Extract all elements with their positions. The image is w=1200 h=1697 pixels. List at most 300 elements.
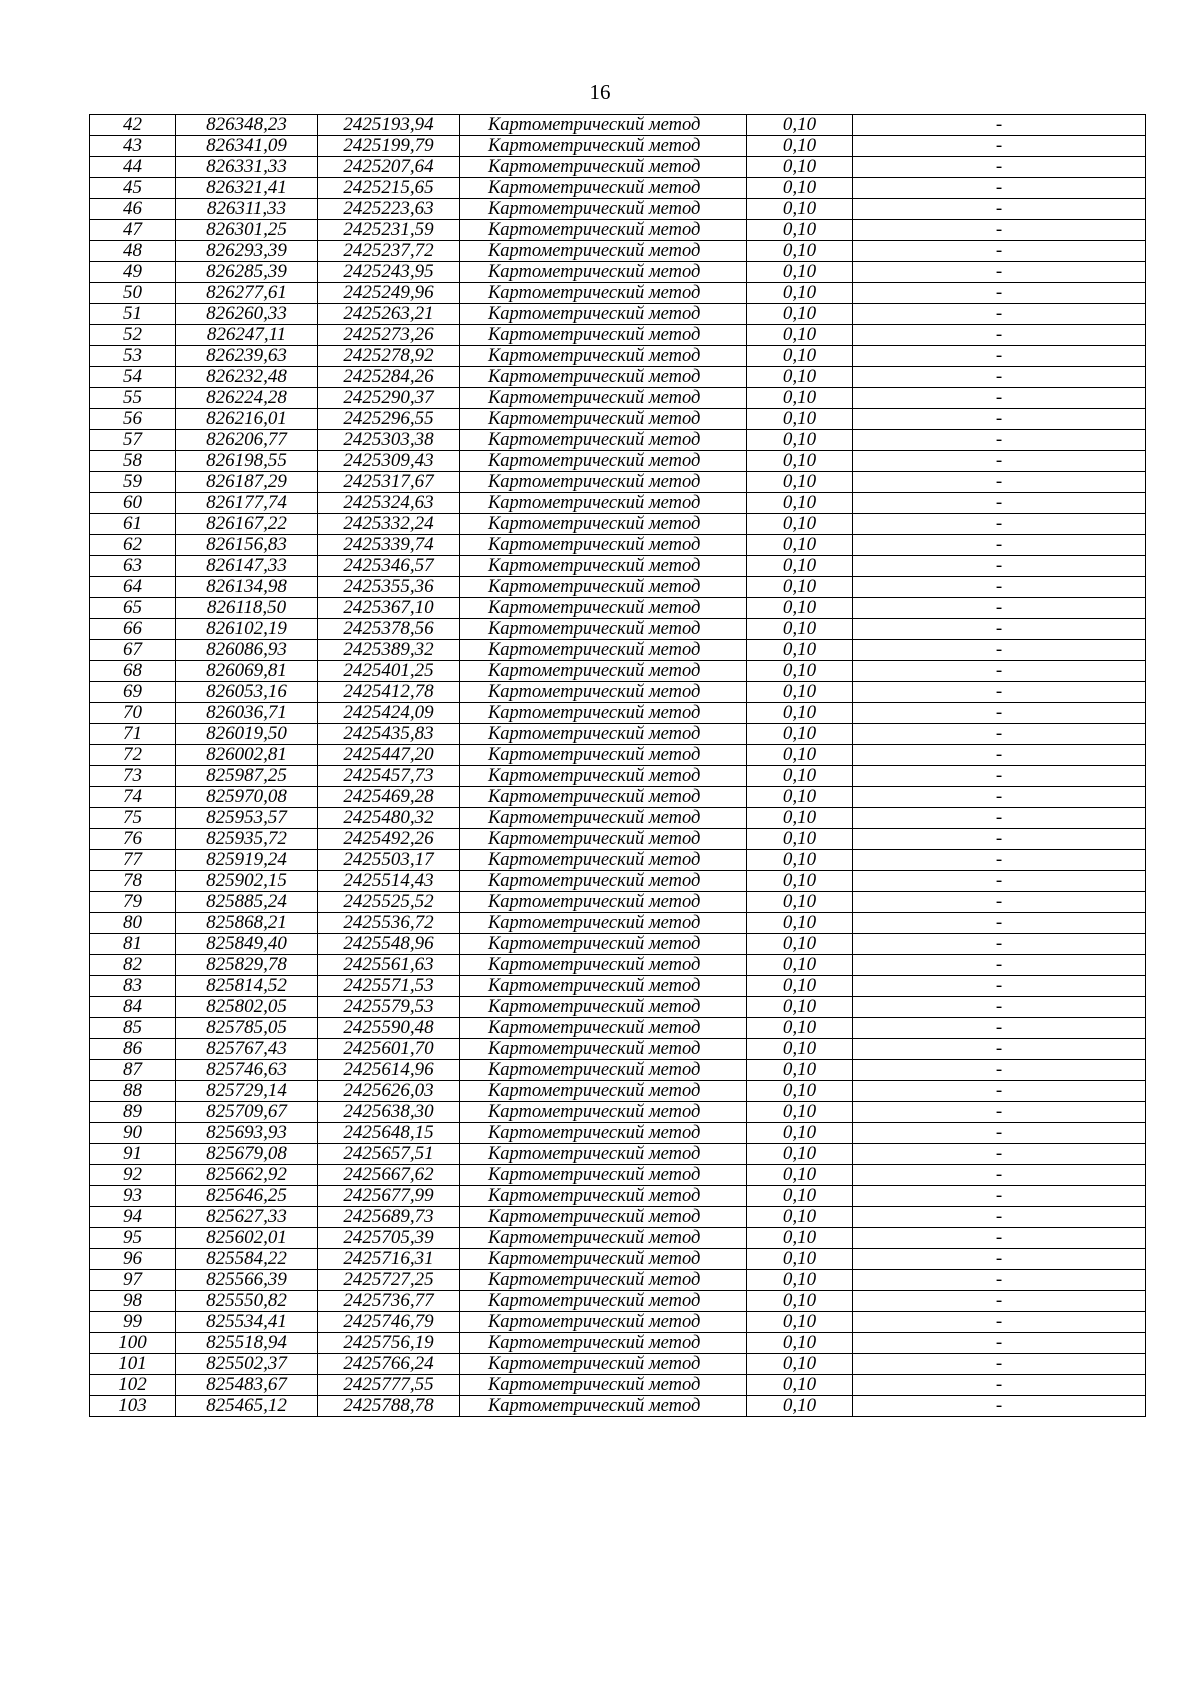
table-row	[90, 493, 1146, 514]
point-number-cell: 61	[90, 514, 176, 535]
table-row	[90, 829, 1146, 850]
y-coordinate-cell: 2425424,09	[318, 703, 460, 724]
method-cell: Картометрический метод	[460, 724, 747, 745]
point-number-cell: 70	[90, 703, 176, 724]
x-coordinate-cell: 825679,08	[176, 1144, 318, 1165]
method-cell: Картометрический метод	[460, 514, 747, 535]
accuracy-cell: 0,10	[747, 535, 853, 556]
x-coordinate-cell: 826069,81	[176, 661, 318, 682]
y-coordinate-cell: 2425514,43	[318, 871, 460, 892]
table-row	[90, 1354, 1146, 1375]
x-coordinate-cell: 826321,41	[176, 178, 318, 199]
point-number-cell: 85	[90, 1018, 176, 1039]
y-coordinate-cell: 2425777,55	[318, 1375, 460, 1396]
accuracy-cell: 0,10	[747, 1060, 853, 1081]
y-coordinate-cell: 2425525,52	[318, 892, 460, 913]
x-coordinate-cell: 825602,01	[176, 1228, 318, 1249]
point-number-cell: 63	[90, 556, 176, 577]
method-cell: Картометрический метод	[460, 556, 747, 577]
method-cell: Картометрический метод	[460, 682, 747, 703]
method-cell: Картометрический метод	[460, 787, 747, 808]
table-row	[90, 1270, 1146, 1291]
accuracy-cell: 0,10	[747, 1249, 853, 1270]
y-coordinate-cell: 2425689,73	[318, 1207, 460, 1228]
y-coordinate-cell: 2425469,28	[318, 787, 460, 808]
point-number-cell: 102	[90, 1375, 176, 1396]
point-number-cell: 69	[90, 682, 176, 703]
accuracy-cell: 0,10	[747, 871, 853, 892]
y-coordinate-cell: 2425231,59	[318, 220, 460, 241]
point-number-cell: 79	[90, 892, 176, 913]
point-number-cell: 77	[90, 850, 176, 871]
x-coordinate-cell: 826156,83	[176, 535, 318, 556]
accuracy-cell: 0,10	[747, 493, 853, 514]
table-row	[90, 367, 1146, 388]
y-coordinate-cell: 2425324,63	[318, 493, 460, 514]
accuracy-cell: 0,10	[747, 136, 853, 157]
method-cell: Картометрический метод	[460, 577, 747, 598]
y-coordinate-cell: 2425401,25	[318, 661, 460, 682]
method-cell: Картометрический метод	[460, 661, 747, 682]
x-coordinate-cell: 826177,74	[176, 493, 318, 514]
method-cell: Картометрический метод	[460, 493, 747, 514]
accuracy-cell: 0,10	[747, 220, 853, 241]
accuracy-cell: 0,10	[747, 703, 853, 724]
y-coordinate-cell: 2425536,72	[318, 913, 460, 934]
x-coordinate-cell: 825829,78	[176, 955, 318, 976]
method-cell: Картометрический метод	[460, 892, 747, 913]
table-row	[90, 1291, 1146, 1312]
table-row	[90, 157, 1146, 178]
accuracy-cell: 0,10	[747, 850, 853, 871]
table-row	[90, 1102, 1146, 1123]
x-coordinate-cell: 826053,16	[176, 682, 318, 703]
method-cell: Картометрический метод	[460, 1333, 747, 1354]
y-coordinate-cell: 2425284,26	[318, 367, 460, 388]
x-coordinate-cell: 825518,94	[176, 1333, 318, 1354]
accuracy-cell: 0,10	[747, 157, 853, 178]
note-cell: -	[853, 871, 1146, 892]
point-number-cell: 101	[90, 1354, 176, 1375]
y-coordinate-cell: 2425480,32	[318, 808, 460, 829]
method-cell: Картометрический метод	[460, 472, 747, 493]
accuracy-cell: 0,10	[747, 115, 853, 136]
method-cell: Картометрический метод	[460, 136, 747, 157]
accuracy-cell: 0,10	[747, 409, 853, 430]
note-cell: -	[853, 451, 1146, 472]
y-coordinate-cell: 2425788,78	[318, 1396, 460, 1417]
note-cell: -	[853, 766, 1146, 787]
accuracy-cell: 0,10	[747, 178, 853, 199]
method-cell: Картометрический метод	[460, 388, 747, 409]
point-number-cell: 42	[90, 115, 176, 136]
table-row	[90, 682, 1146, 703]
y-coordinate-cell: 2425290,37	[318, 388, 460, 409]
note-cell: -	[853, 514, 1146, 535]
y-coordinate-cell: 2425590,48	[318, 1018, 460, 1039]
table-row	[90, 1312, 1146, 1333]
y-coordinate-cell: 2425296,55	[318, 409, 460, 430]
table-row	[90, 1060, 1146, 1081]
x-coordinate-cell: 825693,93	[176, 1123, 318, 1144]
table-row	[90, 451, 1146, 472]
point-number-cell: 46	[90, 199, 176, 220]
y-coordinate-cell: 2425193,94	[318, 115, 460, 136]
point-number-cell: 66	[90, 619, 176, 640]
note-cell: -	[853, 1207, 1146, 1228]
note-cell: -	[853, 976, 1146, 997]
point-number-cell: 93	[90, 1186, 176, 1207]
y-coordinate-cell: 2425223,63	[318, 199, 460, 220]
x-coordinate-cell: 825550,82	[176, 1291, 318, 1312]
point-number-cell: 59	[90, 472, 176, 493]
method-cell: Картометрический метод	[460, 304, 747, 325]
method-cell: Картометрический метод	[460, 871, 747, 892]
point-number-cell: 92	[90, 1165, 176, 1186]
method-cell: Картометрический метод	[460, 409, 747, 430]
x-coordinate-cell: 825919,24	[176, 850, 318, 871]
table-row	[90, 1186, 1146, 1207]
table-row	[90, 388, 1146, 409]
point-number-cell: 81	[90, 934, 176, 955]
point-number-cell: 76	[90, 829, 176, 850]
point-number-cell: 82	[90, 955, 176, 976]
y-coordinate-cell: 2425614,96	[318, 1060, 460, 1081]
accuracy-cell: 0,10	[747, 1207, 853, 1228]
point-number-cell: 57	[90, 430, 176, 451]
point-number-cell: 54	[90, 367, 176, 388]
y-coordinate-cell: 2425766,24	[318, 1354, 460, 1375]
method-cell: Картометрический метод	[460, 430, 747, 451]
x-coordinate-cell: 825483,67	[176, 1375, 318, 1396]
point-number-cell: 45	[90, 178, 176, 199]
point-number-cell: 80	[90, 913, 176, 934]
accuracy-cell: 0,10	[747, 724, 853, 745]
note-cell: -	[853, 787, 1146, 808]
note-cell: -	[853, 745, 1146, 766]
accuracy-cell: 0,10	[747, 199, 853, 220]
method-cell: Картометрический метод	[460, 1165, 747, 1186]
accuracy-cell: 0,10	[747, 955, 853, 976]
y-coordinate-cell: 2425309,43	[318, 451, 460, 472]
table-row	[90, 472, 1146, 493]
accuracy-cell: 0,10	[747, 1291, 853, 1312]
method-cell: Картометрический метод	[460, 766, 747, 787]
point-number-cell: 95	[90, 1228, 176, 1249]
x-coordinate-cell: 826019,50	[176, 724, 318, 745]
x-coordinate-cell: 825987,25	[176, 766, 318, 787]
method-cell: Картометрический метод	[460, 157, 747, 178]
accuracy-cell: 0,10	[747, 1354, 853, 1375]
y-coordinate-cell: 2425601,70	[318, 1039, 460, 1060]
x-coordinate-cell: 825953,57	[176, 808, 318, 829]
note-cell: -	[853, 493, 1146, 514]
x-coordinate-cell: 826239,63	[176, 346, 318, 367]
method-cell: Картометрический метод	[460, 1018, 747, 1039]
x-coordinate-cell: 825849,40	[176, 934, 318, 955]
accuracy-cell: 0,10	[747, 241, 853, 262]
method-cell: Картометрический метод	[460, 1270, 747, 1291]
y-coordinate-cell: 2425389,32	[318, 640, 460, 661]
point-number-cell: 56	[90, 409, 176, 430]
y-coordinate-cell: 2425705,39	[318, 1228, 460, 1249]
point-number-cell: 83	[90, 976, 176, 997]
point-number-cell: 96	[90, 1249, 176, 1270]
y-coordinate-cell: 2425278,92	[318, 346, 460, 367]
accuracy-cell: 0,10	[747, 661, 853, 682]
point-number-cell: 62	[90, 535, 176, 556]
x-coordinate-cell: 825465,12	[176, 1396, 318, 1417]
y-coordinate-cell: 2425447,20	[318, 745, 460, 766]
x-coordinate-cell: 826206,77	[176, 430, 318, 451]
note-cell: -	[853, 430, 1146, 451]
point-number-cell: 94	[90, 1207, 176, 1228]
note-cell: -	[853, 241, 1146, 262]
method-cell: Картометрический метод	[460, 1207, 747, 1228]
table-row	[90, 1165, 1146, 1186]
note-cell: -	[853, 577, 1146, 598]
point-number-cell: 84	[90, 997, 176, 1018]
x-coordinate-cell: 826167,22	[176, 514, 318, 535]
note-cell: -	[853, 115, 1146, 136]
note-cell: -	[853, 346, 1146, 367]
accuracy-cell: 0,10	[747, 430, 853, 451]
method-cell: Картометрический метод	[460, 115, 747, 136]
x-coordinate-cell: 826224,28	[176, 388, 318, 409]
accuracy-cell: 0,10	[747, 472, 853, 493]
method-cell: Картометрический метод	[460, 598, 747, 619]
accuracy-cell: 0,10	[747, 325, 853, 346]
accuracy-cell: 0,10	[747, 913, 853, 934]
y-coordinate-cell: 2425579,53	[318, 997, 460, 1018]
table-row	[90, 556, 1146, 577]
y-coordinate-cell: 2425626,03	[318, 1081, 460, 1102]
x-coordinate-cell: 826187,29	[176, 472, 318, 493]
point-number-cell: 86	[90, 1039, 176, 1060]
accuracy-cell: 0,10	[747, 976, 853, 997]
point-number-cell: 65	[90, 598, 176, 619]
x-coordinate-cell: 825584,22	[176, 1249, 318, 1270]
table-row	[90, 787, 1146, 808]
table-row	[90, 283, 1146, 304]
method-cell: Картометрический метод	[460, 1144, 747, 1165]
coordinates-table	[89, 114, 1146, 1417]
y-coordinate-cell: 2425561,63	[318, 955, 460, 976]
accuracy-cell: 0,10	[747, 1270, 853, 1291]
table-row	[90, 409, 1146, 430]
point-number-cell: 52	[90, 325, 176, 346]
table-row	[90, 325, 1146, 346]
y-coordinate-cell: 2425199,79	[318, 136, 460, 157]
point-number-cell: 88	[90, 1081, 176, 1102]
note-cell: -	[853, 1333, 1146, 1354]
x-coordinate-cell: 826134,98	[176, 577, 318, 598]
note-cell: -	[853, 829, 1146, 850]
table-row	[90, 892, 1146, 913]
method-cell: Картометрический метод	[460, 1354, 747, 1375]
point-number-cell: 78	[90, 871, 176, 892]
accuracy-cell: 0,10	[747, 829, 853, 850]
method-cell: Картометрический метод	[460, 367, 747, 388]
method-cell: Картометрический метод	[460, 703, 747, 724]
note-cell: -	[853, 1123, 1146, 1144]
method-cell: Картометрический метод	[460, 934, 747, 955]
x-coordinate-cell: 826198,55	[176, 451, 318, 472]
accuracy-cell: 0,10	[747, 451, 853, 472]
y-coordinate-cell: 2425677,99	[318, 1186, 460, 1207]
accuracy-cell: 0,10	[747, 262, 853, 283]
y-coordinate-cell: 2425756,19	[318, 1333, 460, 1354]
y-coordinate-cell: 2425412,78	[318, 682, 460, 703]
note-cell: -	[853, 409, 1146, 430]
table-row	[90, 1144, 1146, 1165]
table-row	[90, 1207, 1146, 1228]
note-cell: -	[853, 1375, 1146, 1396]
note-cell: -	[853, 1144, 1146, 1165]
accuracy-cell: 0,10	[747, 1333, 853, 1354]
coordinates-table-body	[90, 115, 1146, 1417]
table-row	[90, 178, 1146, 199]
note-cell: -	[853, 1396, 1146, 1417]
table-row	[90, 871, 1146, 892]
table-row	[90, 199, 1146, 220]
x-coordinate-cell: 825502,37	[176, 1354, 318, 1375]
y-coordinate-cell: 2425215,65	[318, 178, 460, 199]
method-cell: Картометрический метод	[460, 640, 747, 661]
table-row	[90, 262, 1146, 283]
point-number-cell: 71	[90, 724, 176, 745]
table-row	[90, 1333, 1146, 1354]
table-row	[90, 850, 1146, 871]
note-cell: -	[853, 1228, 1146, 1249]
y-coordinate-cell: 2425355,36	[318, 577, 460, 598]
accuracy-cell: 0,10	[747, 745, 853, 766]
note-cell: -	[853, 640, 1146, 661]
method-cell: Картометрический метод	[460, 178, 747, 199]
note-cell: -	[853, 703, 1146, 724]
method-cell: Картометрический метод	[460, 997, 747, 1018]
note-cell: -	[853, 472, 1146, 493]
accuracy-cell: 0,10	[747, 766, 853, 787]
table-row	[90, 724, 1146, 745]
method-cell: Картометрический метод	[460, 1312, 747, 1333]
y-coordinate-cell: 2425727,25	[318, 1270, 460, 1291]
y-coordinate-cell: 2425339,74	[318, 535, 460, 556]
point-number-cell: 99	[90, 1312, 176, 1333]
point-number-cell: 67	[90, 640, 176, 661]
accuracy-cell: 0,10	[747, 1123, 853, 1144]
y-coordinate-cell: 2425346,57	[318, 556, 460, 577]
note-cell: -	[853, 220, 1146, 241]
x-coordinate-cell: 825802,05	[176, 997, 318, 1018]
accuracy-cell: 0,10	[747, 598, 853, 619]
y-coordinate-cell: 2425736,77	[318, 1291, 460, 1312]
table-row	[90, 1249, 1146, 1270]
y-coordinate-cell: 2425492,26	[318, 829, 460, 850]
x-coordinate-cell: 826348,23	[176, 115, 318, 136]
point-number-cell: 43	[90, 136, 176, 157]
accuracy-cell: 0,10	[747, 388, 853, 409]
accuracy-cell: 0,10	[747, 514, 853, 535]
method-cell: Картометрический метод	[460, 913, 747, 934]
note-cell: -	[853, 850, 1146, 871]
table-row	[90, 934, 1146, 955]
note-cell: -	[853, 619, 1146, 640]
x-coordinate-cell: 825709,67	[176, 1102, 318, 1123]
accuracy-cell: 0,10	[747, 556, 853, 577]
table-row	[90, 1375, 1146, 1396]
method-cell: Картометрический метод	[460, 1186, 747, 1207]
method-cell: Картометрический метод	[460, 1375, 747, 1396]
accuracy-cell: 0,10	[747, 997, 853, 1018]
method-cell: Картометрический метод	[460, 1081, 747, 1102]
point-number-cell: 58	[90, 451, 176, 472]
note-cell: -	[853, 997, 1146, 1018]
accuracy-cell: 0,10	[747, 577, 853, 598]
table-row	[90, 220, 1146, 241]
x-coordinate-cell: 826118,50	[176, 598, 318, 619]
note-cell: -	[853, 556, 1146, 577]
note-cell: -	[853, 136, 1146, 157]
table-row	[90, 997, 1146, 1018]
y-coordinate-cell: 2425249,96	[318, 283, 460, 304]
table-row	[90, 115, 1146, 136]
table-row	[90, 955, 1146, 976]
accuracy-cell: 0,10	[747, 1165, 853, 1186]
point-number-cell: 89	[90, 1102, 176, 1123]
accuracy-cell: 0,10	[747, 1081, 853, 1102]
point-number-cell: 47	[90, 220, 176, 241]
method-cell: Картометрический метод	[460, 283, 747, 304]
method-cell: Картометрический метод	[460, 1060, 747, 1081]
x-coordinate-cell: 825868,21	[176, 913, 318, 934]
point-number-cell: 49	[90, 262, 176, 283]
accuracy-cell: 0,10	[747, 1186, 853, 1207]
accuracy-cell: 0,10	[747, 1396, 853, 1417]
point-number-cell: 90	[90, 1123, 176, 1144]
method-cell: Картометрический метод	[460, 451, 747, 472]
table-row	[90, 1396, 1146, 1417]
accuracy-cell: 0,10	[747, 619, 853, 640]
note-cell: -	[853, 178, 1146, 199]
table-row	[90, 430, 1146, 451]
y-coordinate-cell: 2425457,73	[318, 766, 460, 787]
point-number-cell: 50	[90, 283, 176, 304]
note-cell: -	[853, 304, 1146, 325]
point-number-cell: 44	[90, 157, 176, 178]
method-cell: Картометрический метод	[460, 199, 747, 220]
y-coordinate-cell: 2425332,24	[318, 514, 460, 535]
table-row	[90, 619, 1146, 640]
note-cell: -	[853, 199, 1146, 220]
y-coordinate-cell: 2425716,31	[318, 1249, 460, 1270]
note-cell: -	[853, 367, 1146, 388]
x-coordinate-cell: 825970,08	[176, 787, 318, 808]
y-coordinate-cell: 2425648,15	[318, 1123, 460, 1144]
note-cell: -	[853, 892, 1146, 913]
accuracy-cell: 0,10	[747, 892, 853, 913]
method-cell: Картометрический метод	[460, 535, 747, 556]
note-cell: -	[853, 1039, 1146, 1060]
x-coordinate-cell: 826086,93	[176, 640, 318, 661]
table-row	[90, 661, 1146, 682]
note-cell: -	[853, 682, 1146, 703]
note-cell: -	[853, 1102, 1146, 1123]
method-cell: Картометрический метод	[460, 829, 747, 850]
page-number: 16	[589, 80, 611, 104]
note-cell: -	[853, 325, 1146, 346]
y-coordinate-cell: 2425435,83	[318, 724, 460, 745]
